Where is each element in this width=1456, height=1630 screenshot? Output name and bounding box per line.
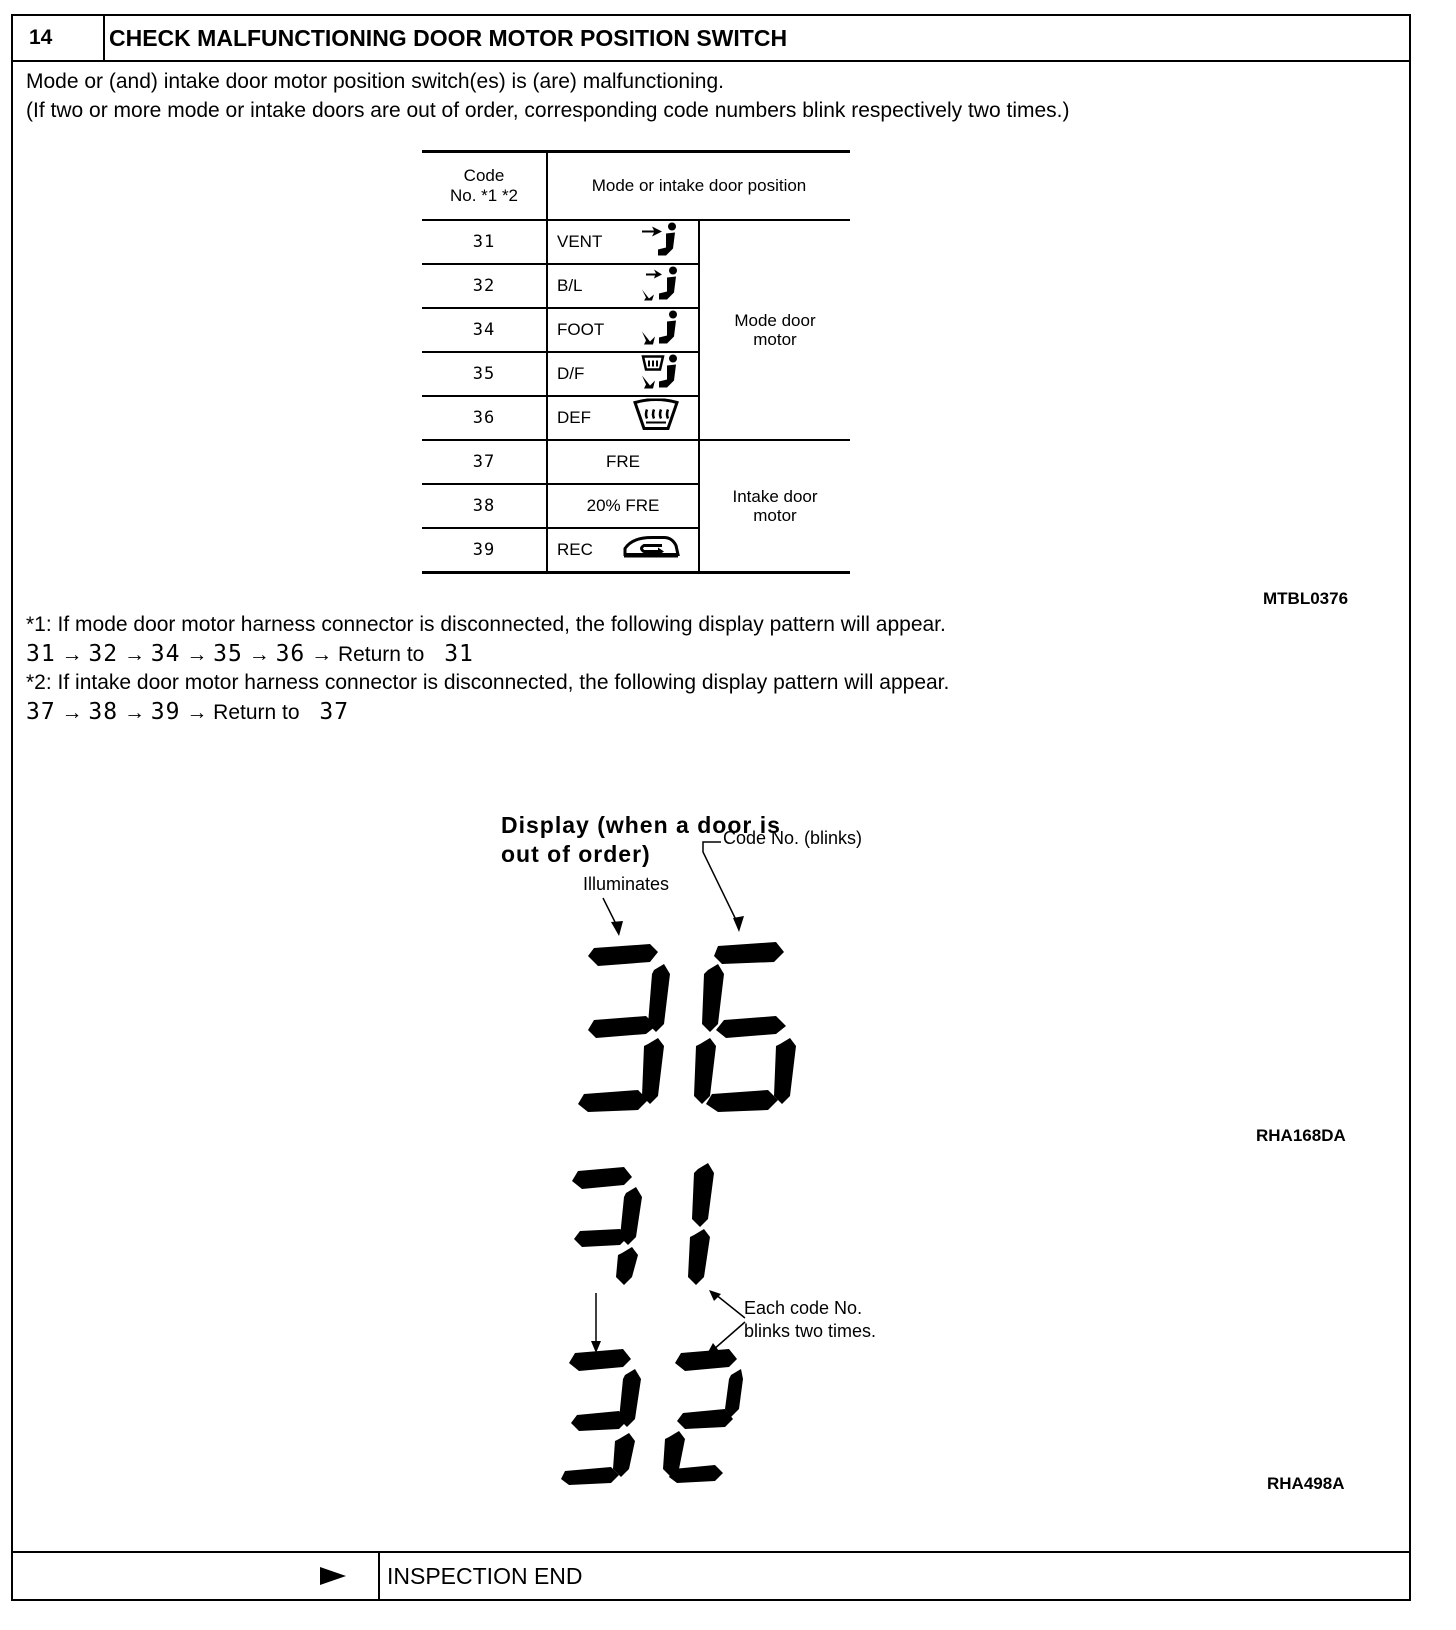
seq1-code: 35 [213, 641, 243, 667]
play-arrow-icon [318, 1565, 348, 1587]
seq2-code: 38 [88, 699, 119, 725]
illuminates-label: Illuminates [583, 874, 670, 894]
seq1-code: 34 [150, 641, 181, 667]
arrow: → [123, 643, 145, 666]
sequence-2 [26, 699, 349, 725]
arrow: → [248, 643, 270, 666]
blink-label-line-2: blinks two times. [744, 1321, 877, 1341]
code-cell: 36 [422, 396, 547, 440]
arrow: → [123, 701, 145, 724]
display-32 [553, 1341, 743, 1486]
display-36 [568, 934, 798, 1114]
group-intake [699, 440, 850, 572]
header-code [422, 152, 547, 221]
footer-row [13, 1551, 1409, 1599]
group-intake-line-2: motor [753, 505, 797, 525]
mode-cell: FRE [547, 440, 699, 484]
arrow: → [61, 643, 83, 666]
mode-cell [547, 220, 699, 264]
mode-cell [547, 396, 699, 440]
code-blinks-label: Code No. (blinks) [723, 828, 863, 848]
seq1-code: 32 [88, 641, 119, 667]
leader-lines [573, 826, 773, 946]
return-code: 31 [444, 641, 474, 667]
intro-line-2: (If two or more mode or intake doors are out of order, corresponding code numbers blink respectively two times.) [26, 99, 1070, 122]
mode-cell [547, 352, 699, 396]
defrost-icon [632, 399, 680, 438]
inspection-end-label: INSPECTION END [387, 1563, 583, 1589]
arrow: → [61, 701, 83, 724]
diagram-title-line-1: Display (when a door is [501, 812, 781, 838]
vent-mode-icon [640, 222, 680, 263]
code-cell: 31 [422, 220, 547, 264]
code-cell: 37 [422, 440, 547, 484]
footer-divider [378, 1553, 380, 1599]
arrow: → [311, 643, 333, 666]
note-1: *1: If mode door motor harness connector is disconnected, the following display pattern will appear. [26, 613, 946, 636]
defrost-foot-mode-icon [640, 354, 680, 395]
code-cell: 34 [422, 308, 547, 352]
mode-cell: 20% FRE [547, 484, 699, 528]
code-cell: 39 [422, 528, 547, 572]
recirculation-icon [622, 534, 680, 565]
return-label: Return to [337, 643, 425, 666]
mode-cell [547, 308, 699, 352]
display-31 [558, 1159, 728, 1289]
code-cell: 35 [422, 352, 547, 396]
seq2-code: 37 [26, 699, 56, 725]
seq1-code: 36 [275, 641, 306, 667]
arrow: → [186, 701, 208, 724]
table-figure-code: MTBL0376 [1263, 589, 1349, 608]
diagram-title-line-2: out of order) [501, 841, 651, 867]
bilevel-mode-icon [640, 266, 680, 307]
step-header [13, 16, 1409, 62]
mode-cell [547, 528, 699, 572]
header-position: Mode or intake door position [547, 152, 850, 221]
seq2-code: 39 [150, 699, 181, 725]
sequence-1 [26, 641, 474, 667]
note-2: *2: If intake door motor harness connector is disconnected, the following display pattern will appear. [26, 671, 950, 694]
mode-label: B/L [557, 276, 583, 295]
return-label: Return to [213, 701, 300, 724]
mode-label: DEF [557, 408, 591, 427]
mode-label: REC [557, 539, 593, 559]
mode-cell [547, 264, 699, 308]
code-table [422, 150, 850, 574]
mode-label: FOOT [557, 320, 605, 339]
blink-label-line-1: Each code No. [744, 1298, 863, 1318]
group-intake-line-1: Intake door [732, 486, 818, 506]
foot-mode-icon [640, 310, 680, 351]
header-code-line-2: No. *1 *2 [449, 186, 519, 205]
group-mode-line-1: Mode door [734, 311, 816, 330]
group-mode-line-2: motor [753, 330, 797, 349]
return-code: 37 [319, 699, 350, 725]
diagram1-figure-code: RHA168DA [1256, 1126, 1346, 1145]
code-cell: 32 [422, 264, 547, 308]
code-cell: 38 [422, 484, 547, 528]
seq1-code: 31 [26, 641, 56, 667]
mode-label: D/F [557, 364, 585, 383]
step-number: 14 [13, 16, 105, 60]
group-mode [699, 220, 850, 440]
step-title: CHECK MALFUNCTIONING DOOR MOTOR POSITION SWITCH [109, 25, 788, 51]
procedure-frame [11, 14, 1411, 1601]
header-code-line-1: Code [463, 166, 505, 185]
diagram2-figure-code: RHA498A [1267, 1474, 1345, 1493]
arrow: → [186, 643, 208, 666]
mode-label: VENT [557, 232, 603, 251]
intro-line-1: Mode or (and) intake door motor position switch(es) is (are) malfunctioning. [26, 70, 724, 93]
